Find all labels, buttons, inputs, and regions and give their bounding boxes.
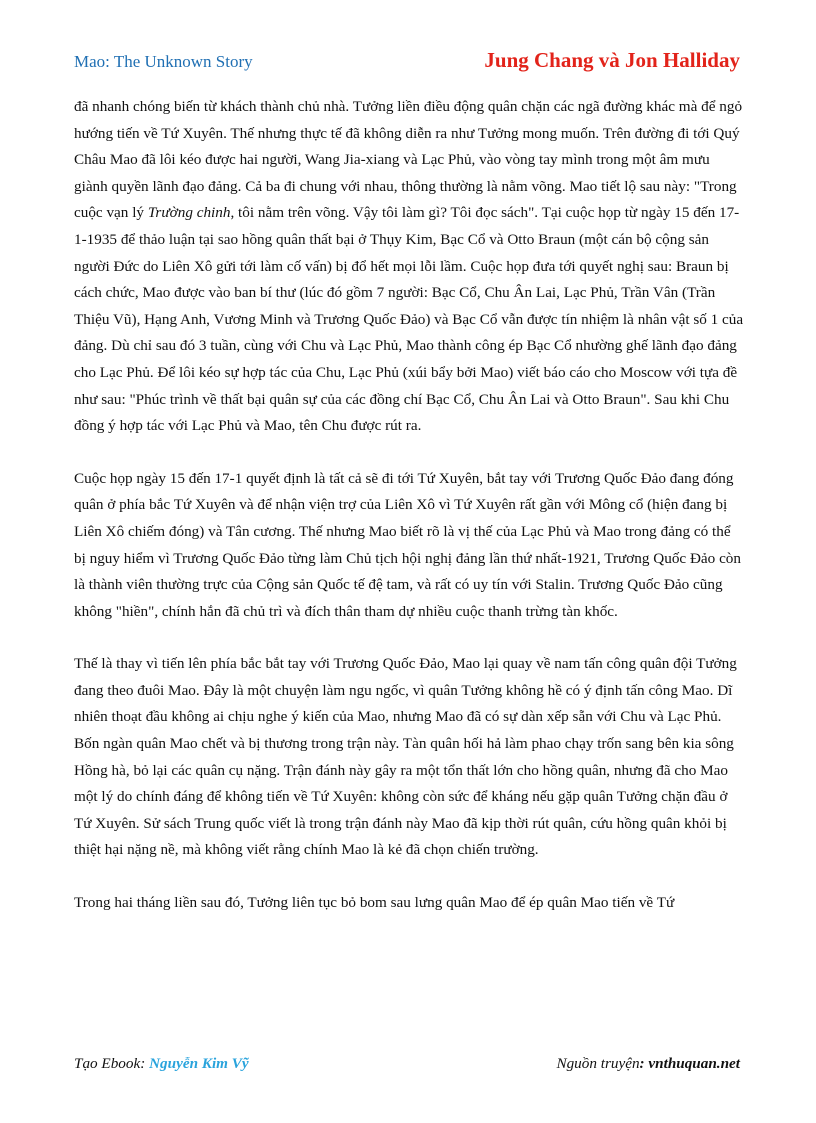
page-body	[74, 94, 744, 917]
book-reference: Trường chinh	[147, 204, 231, 222]
book-title: Mao: The Unknown Story	[74, 52, 253, 71]
source-label: Nguồn truyện	[556, 1055, 640, 1072]
creator-colon: :	[140, 1055, 150, 1072]
paragraph-4: Trong hai tháng liền sau đó, Tưởng liên tục bỏ bom sau lưng quân Mao để ép quân Mao tiến về Tứ	[74, 894, 675, 912]
source-site: vnthuquan.net	[648, 1055, 740, 1072]
source-colon: :	[639, 1055, 649, 1072]
authors: Jung Chang và Jon Halliday	[484, 48, 740, 72]
footer-source	[556, 1055, 740, 1073]
footer-creator	[74, 1055, 249, 1073]
paragraph-2: Cuộc họp ngày 15 đến 17-1 quyết định là tất cả sẽ đi tới Tứ Xuyên, bắt tay với Trương Quốc Đảo đang đóng quân ở phía bắc Tứ Xuyên và để nhận viện trợ của Liên Xô vì Tứ Xuyên rất gần với Mông cổ (hiện đang bị Liên Xô chiếm đóng) và Tân cương. Thế nhưng Mao biết rõ là vị thế của Lạc Phủ và Mao trong đảng có thể bị nguy hiểm vì Trương Quốc Đảo từng làm Chủ tịch hội nghị đảng lần thứ nhất-1921, Trương Quốc Đảo còn là thành viên thường trực của Cộng sản Quốc tế đệ tam, và rất có uy tín với Stalin. Trương Quốc Đảo cũng không "hiền", chính hắn đã chủ trì và đích thân tham dự nhiều cuộc thanh trừng tàn khốc.	[74, 469, 741, 620]
creator-name: Nguyễn Kim Vỹ	[149, 1055, 249, 1072]
paragraph-1	[74, 94, 744, 440]
paragraph-1-text-b: , tôi nằm trên võng. Vậy tôi làm gì? Tôi đọc sách". Tại cuộc họp từ ngày 15 đến 17-1-1935 để thảo luận tại sao hồng quân thất bại ở Thụy Kim, Bạc Cổ và Otto Braun (một cán bộ cộng sản người Đức do Liên Xô gửi tới làm cố vấn) bị đổ hết mọi lỗi lầm. Cuộc họp đưa tới quyết nghị sau: Braun bị cách chức, Mao được vào ban bí thư (lúc đó gồm 7 người: Bạc Cổ, Chu Ân Lai, Lạc Phủ, Trần Vân (Trần Thiệu Vũ), Hạng Anh, Vương Minh và Trương Quốc Đảo) và Bạc Cổ vẫn được tín nhiệm là nhân vật số 1 của đảng. Dù chỉ sau đó 3 tuần, cùng với Chu và Lạc Phủ, Mao thành công ép Bạc Cổ nhường ghế lãnh đạo đảng cho Lạc Phủ. Để lôi kéo sự hợp tác của Chu, Lạc Phủ (xúi bẩy bởi Mao) viết báo cáo cho Moscow với tựa đề như sau: "Phúc trình về thất bại quân sự của các đồng chí Bạc Cổ, Chu Ân Lai và Otto Braun". Sau khi Chu đồng ý hợp tác với Lạc Phủ và Mao, tên Chu được rút ra.	[74, 204, 744, 435]
paragraph-3: Thế là thay vì tiến lên phía bắc bắt tay với Trương Quốc Đảo, Mao lại quay về nam tấn công quân đội Tưởng đang theo đuôi Mao. Đây là một chuyện làm ngu ngốc, vì quân Tưởng không hề có ý định tấn công Mao. Dĩ nhiên thoạt đầu không ai chịu nghe ý kiến của Mao, nhưng Mao đã có sự dàn xếp sẵn với Chu và Lạc Phủ. Bốn ngàn quân Mao chết và bị thương trong trận này. Tàn quân hối hả làm phao chạy trốn sang bên kia sông Hồng hà, bỏ lại các quân cụ nặng. Trận đánh này gây ra một tổn thất lớn cho hồng quân, nhưng đã cho Mao một lý do chính đáng để không tiến về Tứ Xuyên: không còn sức để kháng nếu gặp quân Tưởng chặn đầu ở Tứ Xuyên. Sử sách Trung quốc viết là trong trận đánh này Mao đã kịp thời rút quân, cứu hồng quân khỏi bị thiệt hại nặng nề, mà không viết rằng chính Mao là kẻ đã chọn chiến trường.	[74, 655, 737, 859]
creator-label: Tạo Ebook	[74, 1055, 141, 1072]
paragraph-1-text-a: đã nhanh chóng biến từ khách thành chủ nhà. Tưởng liền điều động quân chặn các ngã đường khác mà để ngỏ hướng tiến về Tứ Xuyên. Thế nhưng thực tế đã không diễn ra như Tưởng mong muốn. Trên đường đi tới Quý Châu Mao đã lôi kéo được hai người, Wang Jia-xiang và Lạc Phủ, vào vòng tay mình trong một âm mưu giành quyền lãnh đạo đảng. Cả ba đi chung với nhau, thông thường là nằm võng. Mao tiết lộ sau này: "Trong cuộc vạn lý	[74, 98, 743, 222]
